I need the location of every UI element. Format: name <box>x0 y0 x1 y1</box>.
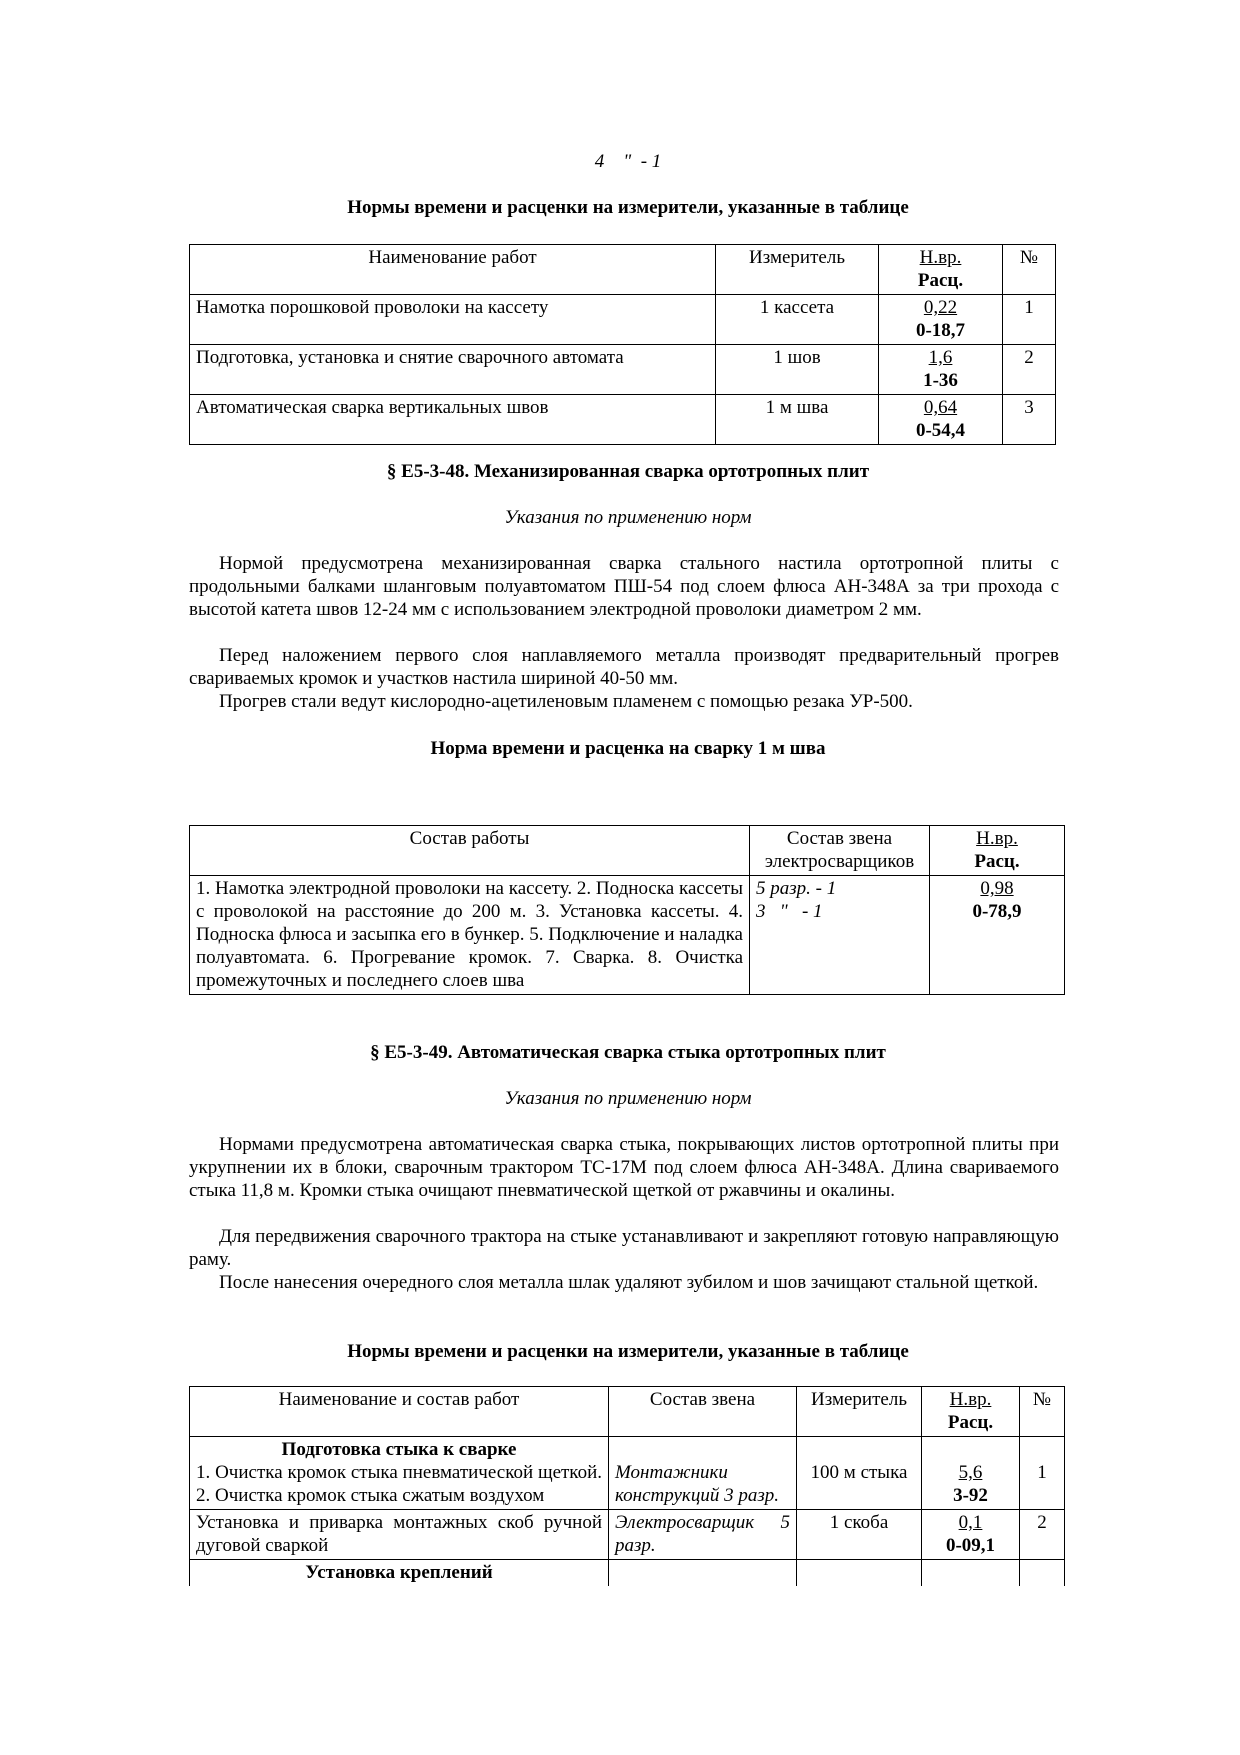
table-row <box>190 876 1065 995</box>
row-crew: Электросварщик 5 разр. <box>609 1510 797 1560</box>
section3-subheading: Указания по применению норм <box>504 1088 752 1109</box>
row-unit: 1 м шва <box>716 395 879 445</box>
header-rasc: Расц. <box>974 851 1020 872</box>
header-hvr: Н.вр. <box>949 1389 992 1410</box>
table-header-row <box>190 826 1065 876</box>
row-hvr: 0,22 <box>923 297 958 318</box>
row-rasc: 0-78,9 <box>972 901 1022 922</box>
row-hvr: 1,6 <box>928 347 953 368</box>
header-name: Наименование работ <box>190 245 716 295</box>
section3-paragraph-1: Нормами предусмотрена автоматическая сварка стыка, покрывающих листов ортотропной плиты при укрупнении их в блоки, сварочным трактором ТС-17М под слоем флюса АН-348А. Длина свариваемого стыка 11,8 м. Кромки стыка очищают пневматической щеткой от ржавчины и окалины. <box>189 1134 1059 1201</box>
table-row <box>190 345 1056 395</box>
row-name: Намотка порошковой проволоки на кассету <box>190 295 716 345</box>
section2-heading: § Е5-3-48. Механизированная сварка ортотропных плит <box>386 461 870 482</box>
section2-paragraph-1: Нормой предусмотрена механизированная сварка стального настила ортотропной плиты с продольными балками шланговым полуавтоматом ПШ-54 под слоем флюса АН-348А за три прохода с высотой катета швов 12-24 мм с использованием электродной проволоки диаметром 2 мм. <box>189 553 1059 620</box>
row-rasc: 0-18,7 <box>915 320 966 341</box>
section3-paragraph-2: Для передвижения сварочного трактора на стыке устанавливают и закрепляют готовую направляющую раму. <box>189 1226 1059 1270</box>
header-name: Наименование и состав работ <box>190 1387 609 1437</box>
row-hvr: 5,6 <box>958 1462 983 1483</box>
row-empty-cell <box>922 1560 1020 1587</box>
header-unit: Измеритель <box>716 245 879 295</box>
header-unit: Измеритель <box>797 1387 922 1437</box>
table-row <box>190 1560 1065 1587</box>
row-unit: 1 шов <box>716 345 879 395</box>
row-hvr-rasc <box>930 876 1065 995</box>
row-empty-cell <box>1020 1560 1065 1587</box>
table-norm-2 <box>189 825 1065 995</box>
row-empty-cell <box>797 1560 922 1587</box>
header-rasc: Расц. <box>917 270 964 291</box>
row-work: 1. Намотка электродной проволоки на кассету. 2. Подноска кассеты с проволокой на расстояние до 200 м. 3. Установка кассеты. 4. Подноска флюса и засыпка его в бункер. 5. Подключение и наладка полуавтомата. 6. Прогревание кромок. 7. Сварка. 8. Очистка промежуточных и последнего слоев шва <box>190 876 750 995</box>
row-hvr-rasc <box>879 395 1003 445</box>
row-num: 3 <box>1003 395 1056 445</box>
row-name: Автоматическая сварка вертикальных швов <box>190 395 716 445</box>
row-num: 2 <box>1003 345 1056 395</box>
crew-line-2: 3 " - 1 <box>756 901 823 922</box>
table-header-row <box>190 245 1056 295</box>
row-hvr: 0,64 <box>923 397 958 418</box>
header-num: № <box>1020 1387 1065 1437</box>
row-unit: 100 м стыка <box>797 1437 922 1510</box>
row-rasc: 1-36 <box>923 370 958 391</box>
section3-table-heading: Нормы времени и расценки на измерители, указанные в таблице <box>347 1341 909 1362</box>
section2-paragraph-2: Перед наложением первого слоя наплавляемого металла производят предварительный прогрев свариваемых кромок и участков настила шириной 40-50 мм. <box>189 645 1059 689</box>
row-unit: 1 скоба <box>797 1510 922 1560</box>
row-hvr-rasc <box>922 1437 1020 1510</box>
header-hvr: Н.вр. <box>919 247 962 268</box>
table-header-row <box>190 1387 1065 1437</box>
row-name: Установка и приварка монтажных скоб ручной дуговой сваркой <box>190 1510 609 1560</box>
section2-paragraph-3: Прогрев стали ведут кислородно-ацетиленовым пламенем с помощью резака УР-500. <box>219 691 913 712</box>
header-hvr: Н.вр. <box>976 828 1018 849</box>
header-crew: Состав звена <box>609 1387 797 1437</box>
row-unit: 1 кассета <box>716 295 879 345</box>
crew-line-1: 5 разр. - 1 <box>756 878 837 899</box>
section3-paragraph-3: После нанесения очередного слоя металла шлак удаляют зубилом и шов зачищают стальной щеткой. <box>219 1272 1039 1293</box>
table-row <box>190 1510 1065 1560</box>
header-num: № <box>1003 245 1056 295</box>
row-desc: 1. Очистка кромок стыка пневматической щеткой. 2. Очистка кромок стыка сжатым воздухом <box>196 1462 602 1506</box>
row-rasc: 0-54,4 <box>915 420 966 441</box>
row-title: Установка креплений <box>190 1560 609 1587</box>
row-title: Подготовка стыка к сварке <box>281 1439 517 1460</box>
row-empty-cell <box>609 1560 797 1587</box>
section2-subheading: Указания по применению норм <box>504 507 752 528</box>
header-rasc: Расц. <box>947 1412 994 1433</box>
table-norms-3 <box>189 1386 1065 1586</box>
row-hvr-rasc <box>922 1510 1020 1560</box>
table-norms-1 <box>189 244 1056 445</box>
section2-norm-heading: Норма времени и расценка на сварку 1 м шва <box>430 738 826 759</box>
header-crew: Состав звена электросварщиков <box>750 826 930 876</box>
header-work: Состав работы <box>190 826 750 876</box>
row-hvr: 0,98 <box>980 878 1014 899</box>
table-row <box>190 295 1056 345</box>
section3-heading: § Е5-3-49. Автоматическая сварка стыка ортотропных плит <box>370 1042 886 1063</box>
page-top-line: 4 " - 1 <box>594 151 662 172</box>
row-crew: Монтажники конструкций 3 разр. <box>609 1437 797 1510</box>
header-hvr-rasc <box>879 245 1003 295</box>
row-num: 1 <box>1020 1437 1065 1510</box>
row-crew <box>750 876 930 995</box>
row-name <box>190 1437 609 1510</box>
row-rasc: 0-09,1 <box>945 1535 996 1556</box>
row-hvr-rasc <box>879 295 1003 345</box>
row-hvr: 0,1 <box>958 1512 983 1533</box>
table-row <box>190 395 1056 445</box>
section1-heading: Нормы времени и расценки на измерители, указанные в таблице <box>347 197 909 218</box>
row-name: Подготовка, установка и снятие сварочного автомата <box>190 345 716 395</box>
header-hvr-rasc <box>930 826 1065 876</box>
row-num: 2 <box>1020 1510 1065 1560</box>
table-row <box>190 1437 1065 1510</box>
row-rasc: 3-92 <box>953 1485 988 1506</box>
header-hvr-rasc <box>922 1387 1020 1437</box>
row-num: 1 <box>1003 295 1056 345</box>
row-hvr-rasc <box>879 345 1003 395</box>
